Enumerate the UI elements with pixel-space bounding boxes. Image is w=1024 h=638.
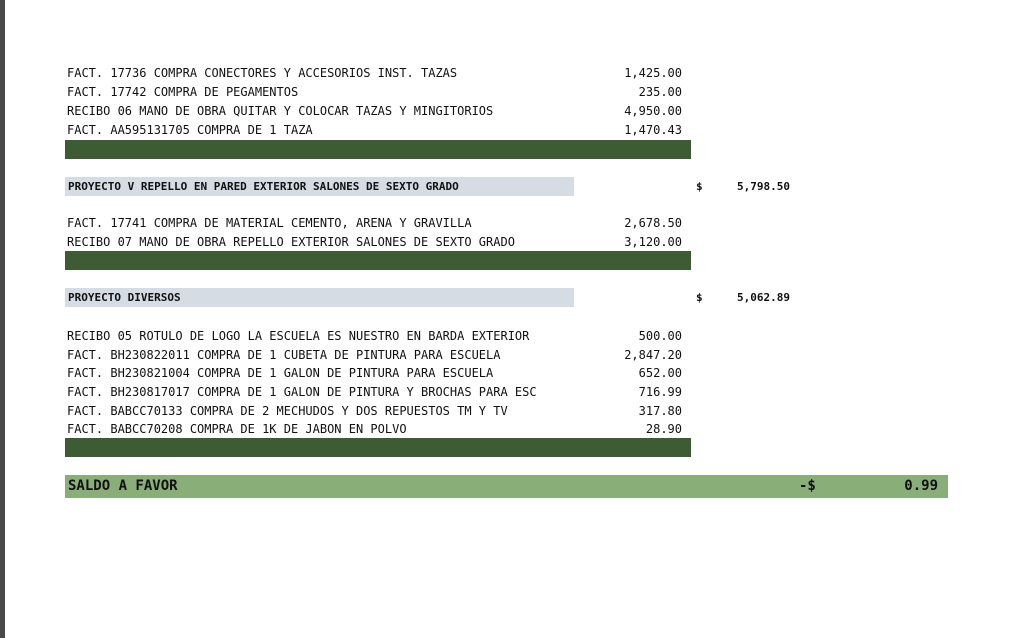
line-item bbox=[67, 64, 682, 82]
project-total-currency: $ bbox=[696, 291, 703, 304]
line-description: RECIBO 07 MANO DE OBRA REPELLO EXTERIOR SALONES DE SEXTO GRADO bbox=[67, 235, 515, 249]
line-amount: 1,470.43 bbox=[624, 123, 682, 137]
window-left-edge bbox=[0, 0, 5, 638]
line-description: FACT. BH230817017 COMPRA DE 1 GALON DE PINTURA Y BROCHAS PARA ESC bbox=[67, 385, 537, 399]
line-amount: 28.90 bbox=[645, 422, 682, 436]
project-header-diversos: PROYECTO DIVERSOS bbox=[65, 288, 574, 307]
line-item bbox=[67, 364, 682, 382]
line-amount: 716.99 bbox=[638, 385, 682, 399]
saldo-currency: -$ bbox=[799, 478, 816, 494]
line-item bbox=[67, 102, 682, 120]
line-description: FACT. BABCC70133 COMPRA DE 2 MECHUDOS Y DOS REPUESTOS TM Y TV bbox=[67, 404, 508, 418]
project-total-repello: 5,798.50 bbox=[737, 180, 790, 193]
section-divider-bar bbox=[65, 438, 691, 457]
line-item bbox=[67, 383, 682, 401]
saldo-a-favor-row bbox=[65, 475, 948, 498]
project-total-currency: $ bbox=[696, 180, 703, 193]
line-description: RECIBO 05 ROTULO DE LOGO LA ESCUELA ES NUESTRO EN BARDA EXTERIOR bbox=[67, 329, 530, 343]
project-header-repello: PROYECTO V REPELLO EN PARED EXTERIOR SALONES DE SEXTO GRADO bbox=[65, 177, 574, 196]
line-description: RECIBO 06 MANO DE OBRA QUITAR Y COLOCAR TAZAS Y MINGITORIOS bbox=[67, 104, 494, 118]
line-amount: 652.00 bbox=[638, 366, 682, 380]
line-description: FACT. 17736 COMPRA CONECTORES Y ACCESORIOS INST. TAZAS bbox=[67, 66, 458, 80]
line-item bbox=[67, 121, 682, 139]
line-description: FACT. AA595131705 COMPRA DE 1 TAZA bbox=[67, 123, 313, 137]
line-amount: 2,847.20 bbox=[624, 348, 682, 362]
line-item bbox=[67, 420, 682, 438]
project-total-diversos: 5,062.89 bbox=[737, 291, 790, 304]
line-item bbox=[67, 346, 682, 364]
line-item bbox=[67, 402, 682, 420]
section-divider-bar bbox=[65, 251, 691, 270]
line-description: FACT. BH230821004 COMPRA DE 1 GALON DE PINTURA PARA ESCUELA bbox=[67, 366, 494, 380]
line-item bbox=[67, 327, 682, 345]
line-amount: 235.00 bbox=[638, 85, 682, 99]
line-description: FACT. 17742 COMPRA DE PEGAMENTOS bbox=[67, 85, 299, 99]
line-item bbox=[67, 233, 682, 251]
line-amount: 500.00 bbox=[638, 329, 682, 343]
line-description: FACT. BH230822011 COMPRA DE 1 CUBETA DE PINTURA PARA ESCUELA bbox=[67, 348, 501, 362]
section-divider-bar bbox=[65, 140, 691, 159]
line-description: FACT. 17741 COMPRA DE MATERIAL CEMENTO, ARENA Y GRAVILLA bbox=[67, 216, 472, 230]
line-description: FACT. BABCC70208 COMPRA DE 1K DE JABON EN POLVO bbox=[67, 422, 407, 436]
line-amount: 317.80 bbox=[638, 404, 682, 418]
line-amount: 4,950.00 bbox=[624, 104, 682, 118]
line-amount: 1,425.00 bbox=[624, 66, 682, 80]
line-amount: 3,120.00 bbox=[624, 235, 682, 249]
line-amount: 2,678.50 bbox=[624, 216, 682, 230]
saldo-label: SALDO A FAVOR bbox=[68, 478, 178, 494]
saldo-value: 0.99 bbox=[904, 478, 938, 494]
line-item bbox=[67, 214, 682, 232]
line-item bbox=[67, 83, 682, 101]
